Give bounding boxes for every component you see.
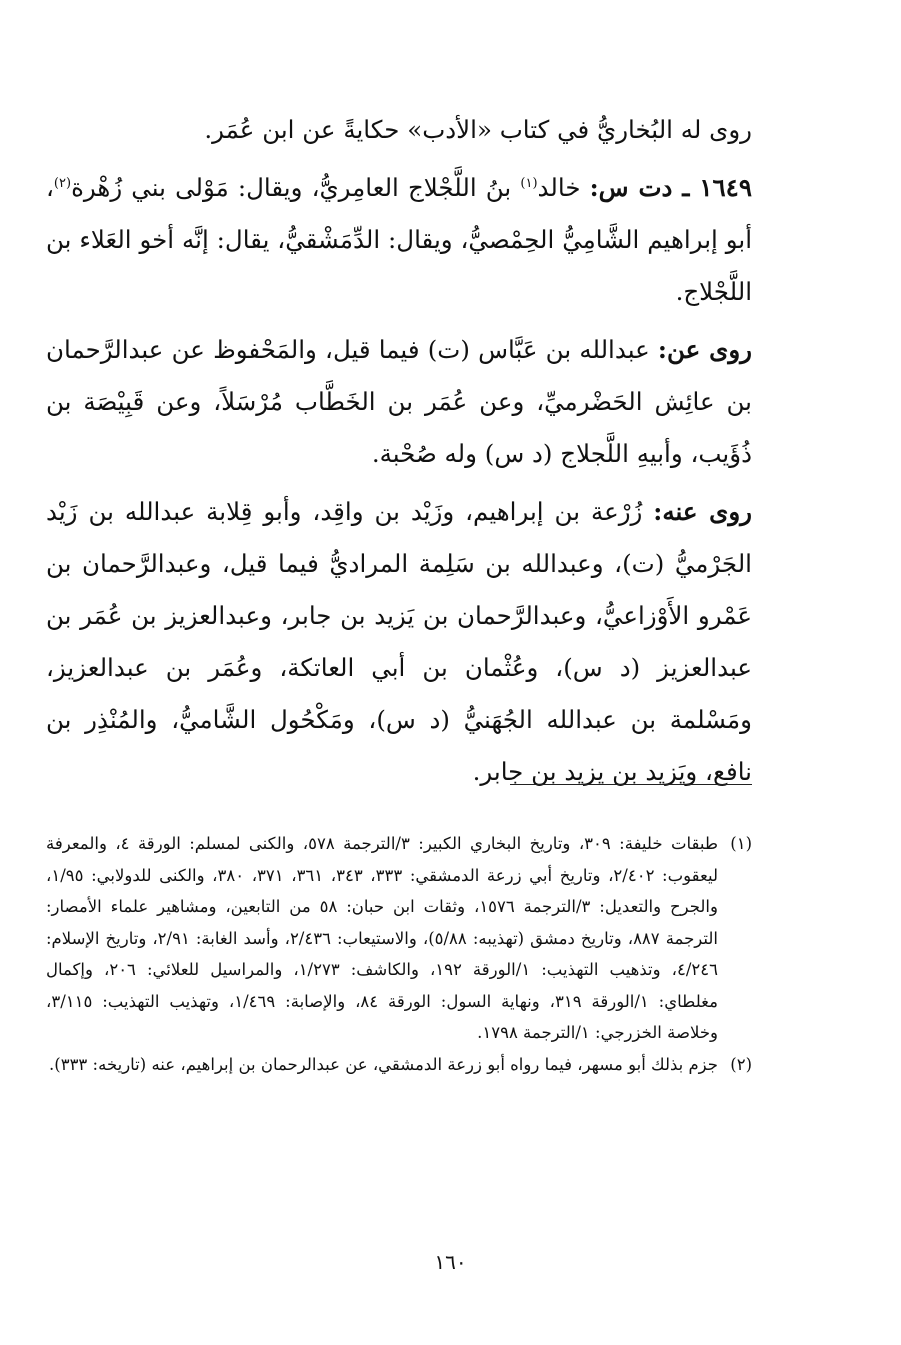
narrated-from-paragraph [46,324,752,480]
paragraph-bukhari: روى له البُخاريُّ في كتاب «الأدب» حكايةً عن ابن عُمَر. [204,115,752,144]
main-text [46,104,752,798]
footnote-2 [46,1049,752,1081]
footnote-number: (٢) [730,1054,752,1074]
footnote-text: طبقات خليفة: ٣٠٩، وتاريخ البخاري الكبير: ٣/الترجمة ٥٧٨، والكنى لمسلم: الورقة ٤، والمعرفة ليعقوب: ٢/٤٠٢، وتاريخ أبي زرعة الدمشقي: ٣٣٣، ٣٤٣، ٣٦١، ٣٧١، ٣٨٠، والكنى للدولابي: ١/٩٥، والجرح والتعديل: ٣/الترجمة ١٥٧٦، وثقات ابن حبان: ٥٨ من التابعين، ومشاهير علماء الأمصار: الترجمة ٨٨٧، وتاريخ دمشق (تهذيبه: ٥/٨٨)، والاستيعاب: ٢/٤٣٦، وأسد الغابة: ٢/٩١، وتاريخ الإسلام: ٤/٢٤٦، وتذهيب التهذيب: ١/الورقة ١٩٢، والكاشف: ١/٢٧٣، والمراسيل للعلائي: ٢٠٦، وإكمال مغلطاي: ١/الورقة ٣١٩، ونهاية السول: الورقة ٨٤، والإصابة: ١/٤٦٩، وتهذيب التهذيب: ٣/١١٥، وخلاصة الخزرجي: ١/الترجمة ١٧٩٨. [46,834,719,1042]
footnote-divider [510,784,752,785]
entry-number: ١٦٤٩ ـ دت س: [589,173,752,202]
narrated-by-text: زُرْعة بن إبراهيم، وزَيْد بن واقِد، وأبو قِلابة عبدالله بن زَيْد الجَرْميُّ (ت)، وعبدالله بن سَلِمة المراديُّ فيما قيل، وعبدالرَّحمان بن عَمْرو الأَوْزاعيُّ، وعبدالرَّحمان بن يَزيد بن جابر، وعبدالعزيز بن عُمَر بن عبدالعزيز (د س)، وعُثْمان بن أبي العاتكة، وعُمَر بن عبدالعزيز، ومَسْلمة بن عبدالله الجُهَنيُّ (د س)، ومَكْحُول الشَّاميُّ، والمُنْذِر بن نافع، ويَزيد بن يزيد بن جابر. [46,497,752,786]
page-number: ١٦٠ [434,1250,467,1274]
narrated-by-label: روى عنه: [653,497,752,526]
entry-name: خالد [537,173,581,202]
narrated-from-text: عبدالله بن عَبَّاس (ت) فيما قيل، والمَحْفوظ عن عبدالرَّحمان بن عائِش الحَضْرميِّ، وعن عُمَر بن الخَطَّاب مُرْسَلاً، وعن قَبِيْصَة بن ذُؤَيب، وأبيهِ اللَّجلاج (د س) وله صُحْبة. [46,335,752,468]
footnote-ref-1[interactable]: (١) [520,175,538,191]
entry-lineage: بنُ اللَّجْلاج العامِريُّ، ويقال: مَوْلى بني زُهْرة [71,173,512,202]
footnotes [46,828,752,1080]
footnote-text: جزم بذلك أبو مسهر، فيما رواه أبو زرعة الدمشقي، عن عبدالرحمان بن إبراهيم، عنه (تاريخه: ٣٣٣). [49,1054,718,1074]
narrated-by-paragraph [46,486,752,798]
footnote-1 [46,828,752,1049]
footnote-number: (١) [730,834,752,853]
biography-entry [46,162,752,318]
footnote-ref-2[interactable]: (٢) [53,175,72,191]
entry-rest: ، أبو إبراهيم الشَّامِيُّ الحِمْصيُّ، ويقال: الدِّمَشْقيُّ، يقال: إنَّه أخو العَلاء بن اللَّجْلاج. [46,173,752,306]
narrated-from-label: روى عن: [657,335,753,364]
